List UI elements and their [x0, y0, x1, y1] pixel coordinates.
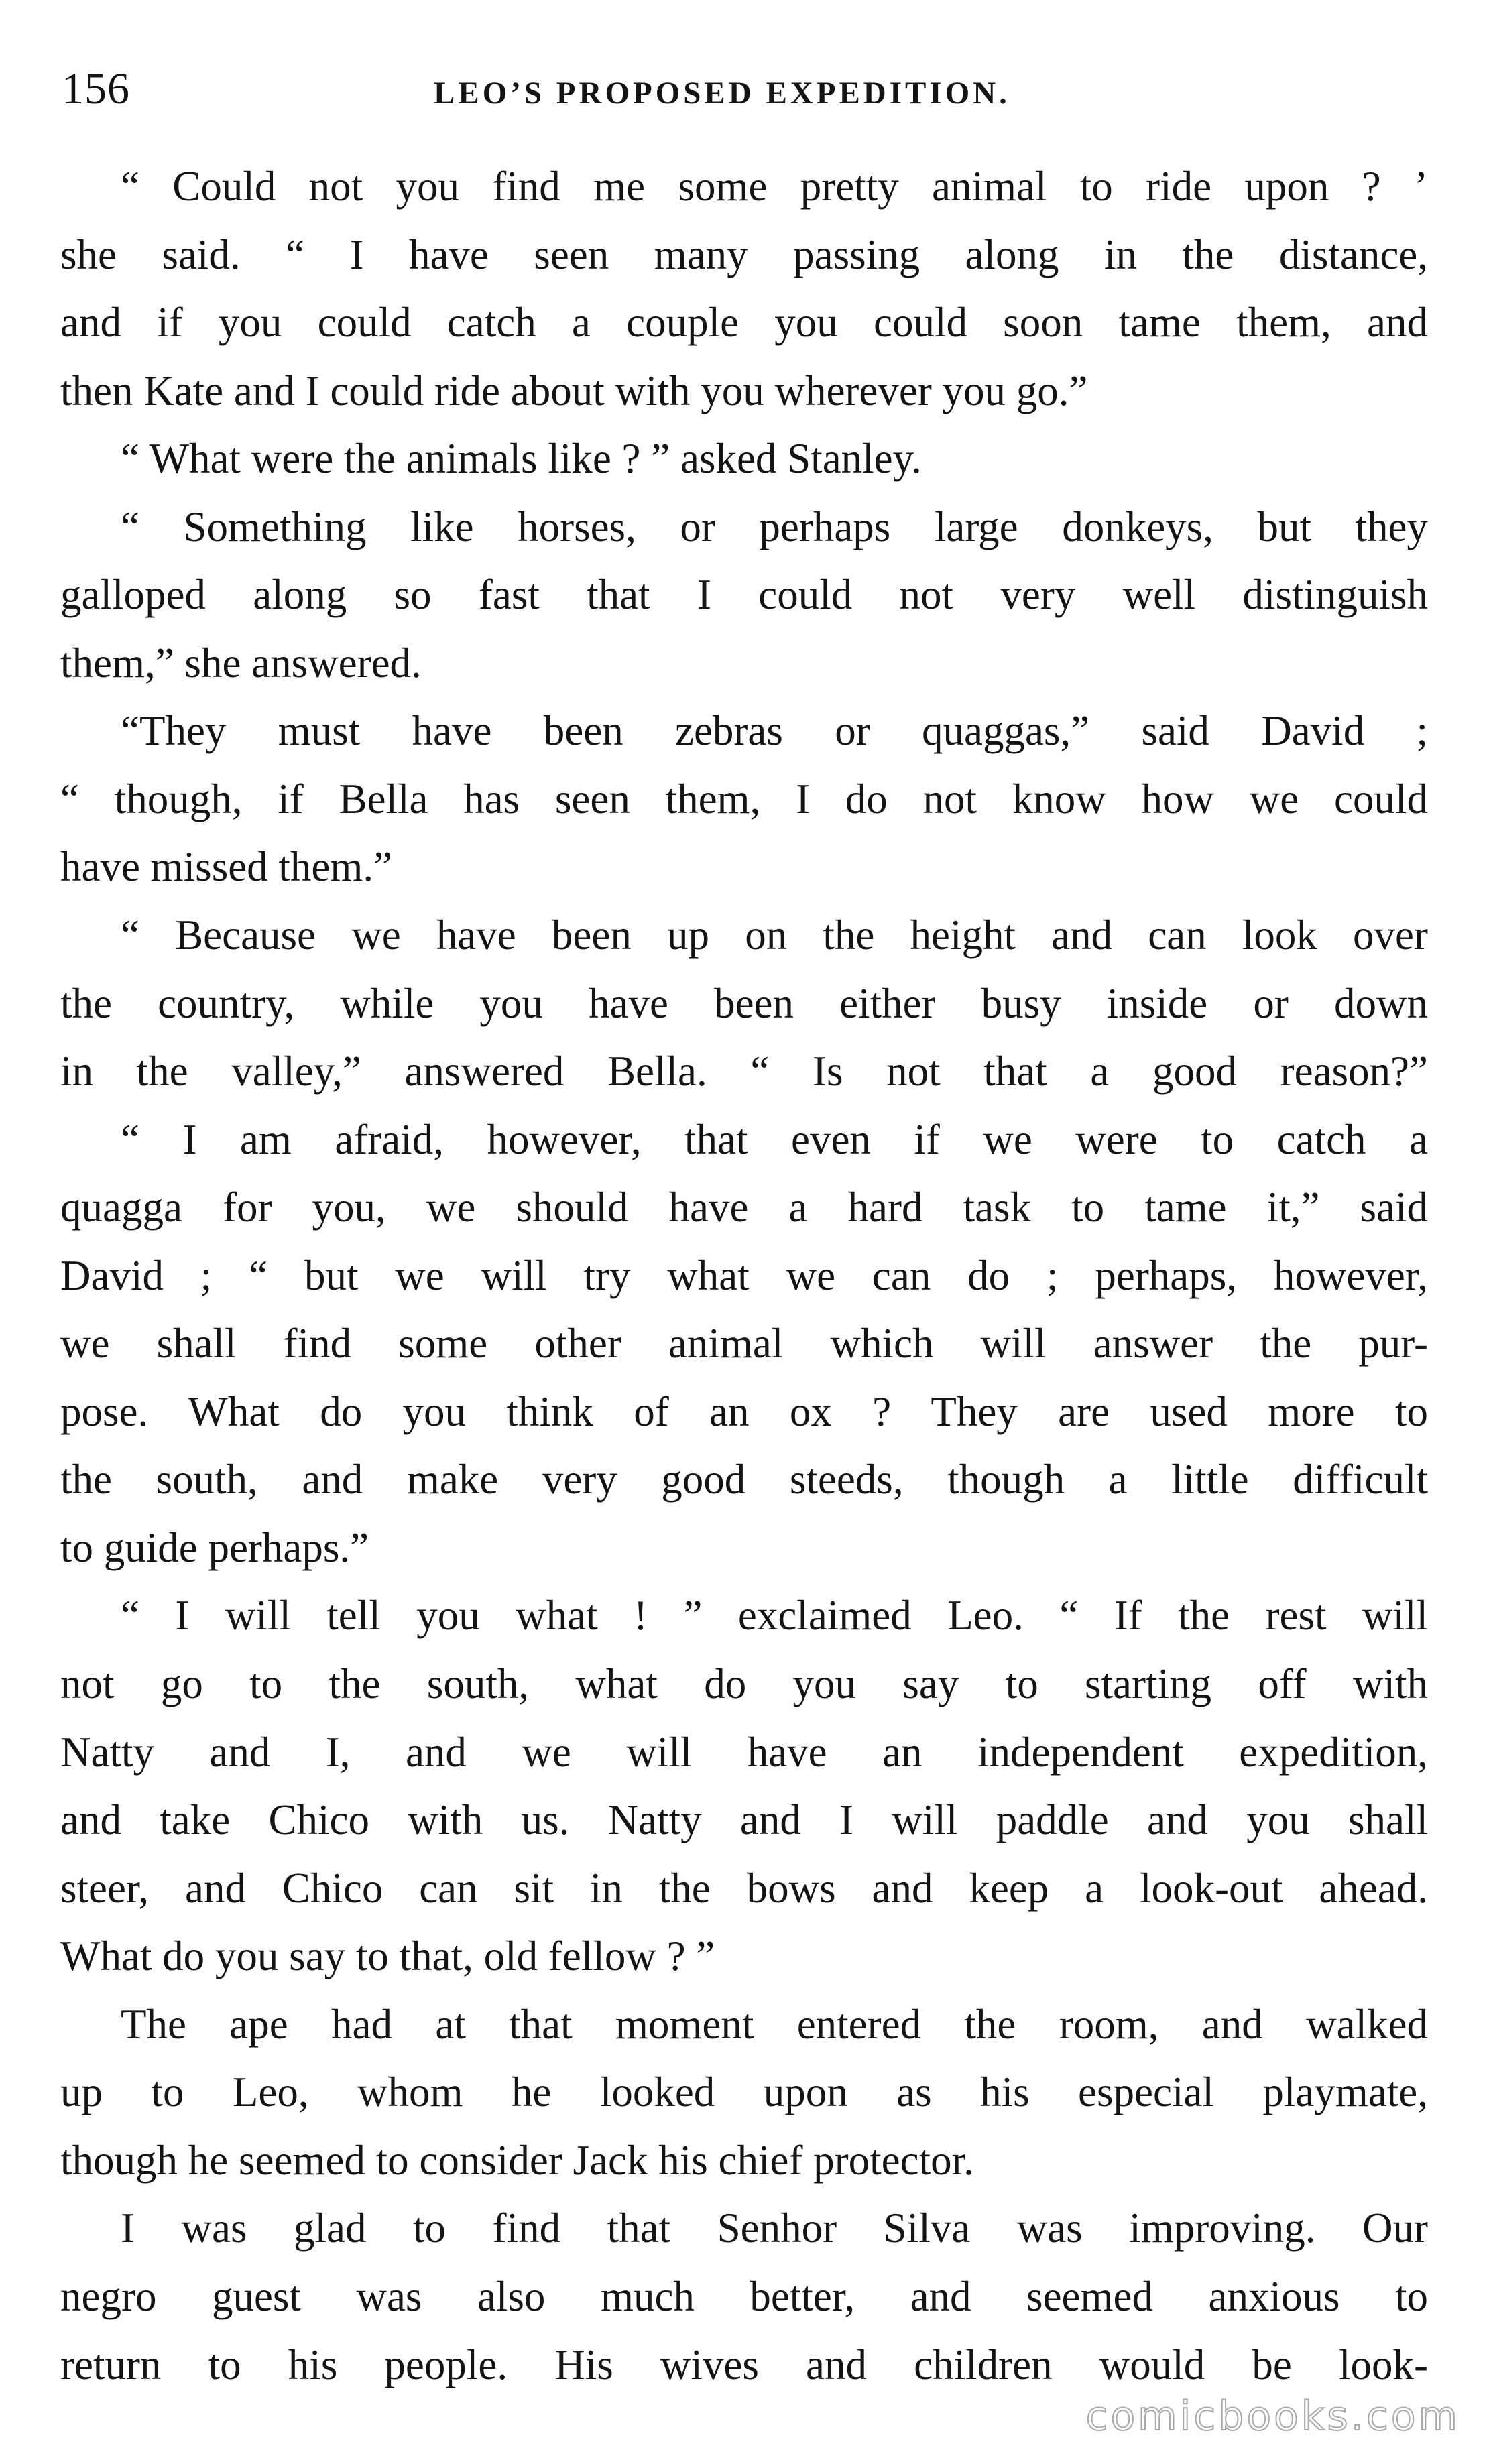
text-line: “They must have been zebras or quaggas,” said David ;: [121, 707, 1428, 755]
page-number: 156: [62, 64, 130, 113]
text-line: have missed them.”: [60, 843, 393, 891]
body-text: [60, 153, 1428, 2399]
text-line: David ; “ but we will try what we can do ; perhaps, however,: [60, 1251, 1428, 1299]
text-line: negro guest was also much better, and seemed anxious to: [60, 2272, 1428, 2320]
text-line: we shall find some other animal which will answer the pur-: [60, 1320, 1428, 1367]
text-line: to guide perhaps.”: [60, 1524, 369, 1571]
text-line: steer, and Chico can sit in the bows and keep a look-out ahead.: [60, 1864, 1428, 1912]
text-line: “ though, if Bella has seen them, I do not know how we could: [60, 775, 1428, 822]
text-line: up to Leo, whom he looked upon as his especial playmate,: [60, 2069, 1428, 2116]
text-line: and take Chico with us. Natty and I will paddle and you shall: [60, 1796, 1428, 1844]
text-line: quagga for you, we should have a hard task to tame it,” said: [60, 1184, 1428, 1231]
text-line: “ I will tell you what ! ” exclaimed Leo. “ If the rest will: [121, 1592, 1428, 1640]
text-line: and if you could catch a couple you could soon tame them, and: [60, 299, 1428, 347]
text-line: not go to the south, what do you say to starting off with: [60, 1660, 1428, 1708]
text-line: return to his people. His wives and children would be look-: [60, 2341, 1428, 2388]
text-line: “ Because we have been up on the height and can look over: [121, 912, 1428, 959]
text-line: the country, while you have been either busy inside or down: [60, 979, 1428, 1027]
text-line: “ Could not you find me some pretty animal to ride upon ? ’: [121, 163, 1428, 210]
text-line: galloped along so fast that I could not very well distinguish: [60, 571, 1428, 619]
text-line: the south, and make very good steeds, though a little difficult: [60, 1456, 1428, 1503]
text-line: “ What were the animals like ? ” asked Stanley.: [121, 435, 922, 483]
page-header: [60, 59, 1428, 119]
text-line: though he seemed to consider Jack his chief protector.: [60, 2136, 974, 2184]
text-line: in the valley,” answered Bella. “ Is not that a good reason?”: [60, 1048, 1428, 1095]
text-line: “ I am afraid, however, that even if we were to catch a: [121, 1115, 1428, 1163]
text-line: pose. What do you think of an ox ? They are used more to: [60, 1388, 1428, 1435]
text-line: I was glad to find that Senhor Silva was improving. Our: [121, 2205, 1428, 2252]
text-line: What do you say to that, old fellow ? ”: [60, 1932, 715, 1980]
text-line: The ape had at that moment entered the room, and walked: [121, 2000, 1428, 2048]
text-line: then Kate and I could ride about with you wherever you go.”: [60, 367, 1088, 414]
watermark-text: comicbooks.com: [1085, 2393, 1460, 2440]
text-line: “ Something like horses, or perhaps large donkeys, but they: [121, 503, 1428, 550]
text-line: she said. “ I have seen many passing along in the distance,: [60, 231, 1428, 278]
text-line: them,” she answered.: [60, 639, 422, 686]
text-line: Natty and I, and we will have an independent expedition,: [60, 1728, 1428, 1776]
running-head: LEO’S PROPOSED EXPEDITION.: [434, 76, 1010, 111]
